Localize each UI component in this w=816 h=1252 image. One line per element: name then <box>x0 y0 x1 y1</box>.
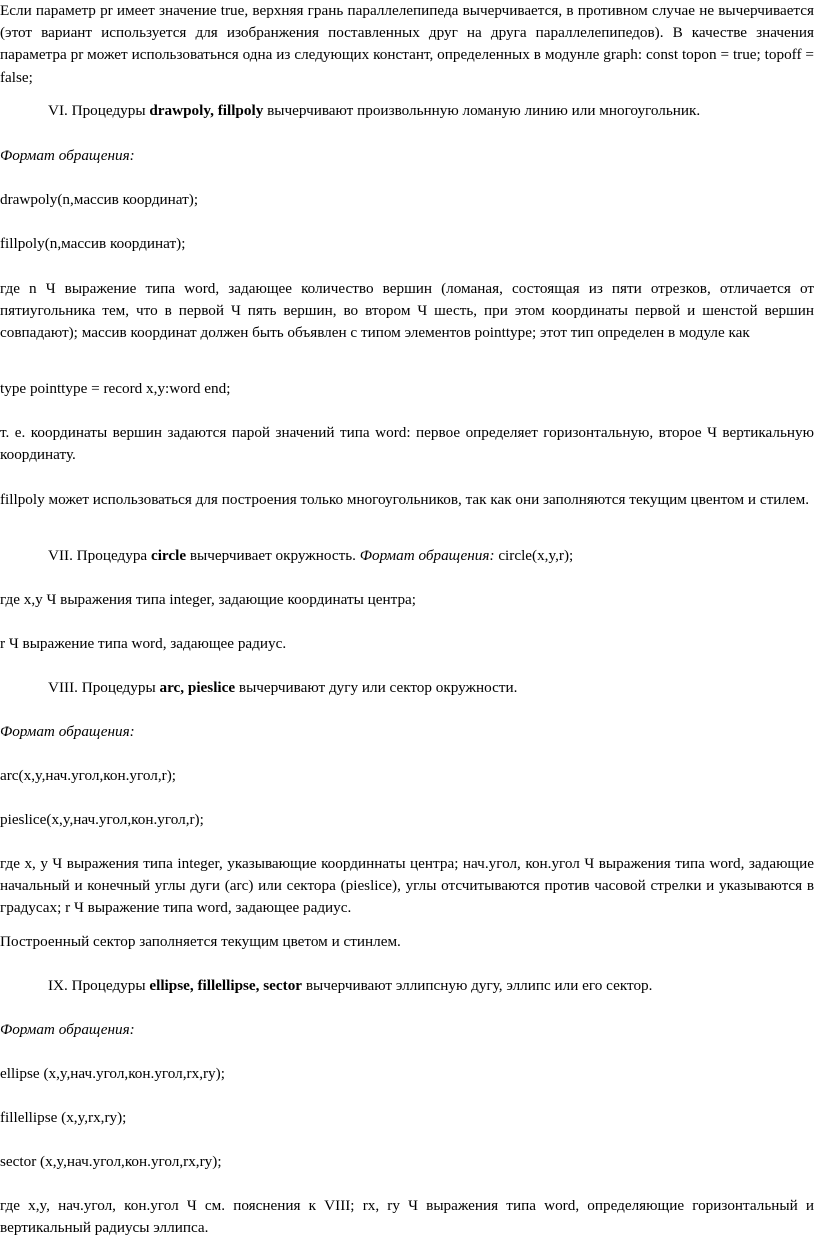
section-ix-number: IX. Процедуры <box>48 977 146 994</box>
code-sector: sector (x,y,нач.угол,кон.угол,rx,ry); <box>0 1153 222 1170</box>
paragraph-circle-radius: r Ч выражение типа word, задающее радиус. <box>0 635 287 652</box>
section-vii-procedure: circle <box>150 547 187 564</box>
section-vi-number: VI. Процедуры <box>48 102 146 119</box>
paragraph-circle-center: где x,y Ч выражения типа integer, задающие координаты центра; <box>0 591 416 608</box>
section-vi-procedures: drawpoly, fillpoly <box>149 102 264 119</box>
code-pieslice: pieslice(x,y,нач.угол,кон.угол,r); <box>0 811 204 828</box>
code-ellipse: ellipse (x,y,нач.угол,кон.угол,rx,ry); <box>0 1065 225 1082</box>
section-ix-description: вычерчивают эллипсную дугу, эллипс или его сектор. <box>305 977 653 994</box>
section-vii-description: вычерчивает окружность. <box>189 547 356 564</box>
format-label-vi: Формат обращения: <box>0 147 135 164</box>
code-fillpoly: fillpoly(n,массив координат); <box>0 235 186 252</box>
format-label-ix: Формат обращения: <box>0 1021 135 1038</box>
format-label-viii: Формат обращения: <box>0 723 135 740</box>
paragraph-sector-fill: Построенный сектор заполняется текущим цветом и стинлем. <box>0 933 401 950</box>
section-viii-procedures: arc, pieslice <box>159 679 236 696</box>
section-vi-heading <box>48 100 814 122</box>
section-vii-number: VII. Процедура <box>48 547 148 564</box>
paragraph-ellipse-where: где x,y, нач.угол, кон.угол Ч см. пояснения к VIII; rx, ry Ч выражения типа word, определяющие горизонтальный и вертикальный радиусы эллипса. <box>0 1197 814 1237</box>
section-vii-heading <box>48 545 814 567</box>
section-ix-heading <box>48 975 814 997</box>
section-viii-heading <box>48 677 814 699</box>
code-fillellipse: fillellipse (x,y,rx,ry); <box>0 1109 127 1126</box>
paragraph-vertex-coordinates: т. е. координаты вершин задаются парой значений типа word: первое определяет горизонтальную, второе Ч вертикальную координату. <box>0 424 814 464</box>
code-pointtype: type pointtype = record x,y:word end; <box>0 380 231 397</box>
paragraph-arc-where: где x, y Ч выражения типа integer, указывающие координнаты центра; нач.угол, кон.угол Ч выражения типа word, задающие начальный и конечный углы дуги (arc) или сектора (pieslice), углы отсчитываются против часовой стрелки и указываются в градусах; r Ч выражение типа word, задающее радиус. <box>0 855 814 917</box>
section-vii-format-label: Формат обращения: <box>359 547 495 564</box>
code-drawpoly: drawpoly(n,массив координат); <box>0 191 199 208</box>
section-ix-procedures: ellipse, fillellipse, sector <box>149 977 303 994</box>
paragraph-pr-parameter: Если параметр pr имеет значение true, верхняя грань параллелепипеда вычерчивается, в противном случае не вычерчивается (этот вариант используется для изобранжения поставленных друг на друга параллелепипедов). В качестве значения параметра pr может использоватьнся одна из следующих констант, определенных в модунле graph: const topon = true; topoff = false; <box>0 2 814 86</box>
section-vi-description: вычерчивают произвольнную ломаную линию или многоугольник. <box>267 102 701 119</box>
paragraph-where-n: где n Ч выражение типа word, задающее количество вершин (ломаная, состоящая из пяти отрезков, отличается от пятиугольника тем, что в первой Ч пять вершин, во втором Ч шесть, при этом координаты первой и шенстой вершин совпадают); массив координат должен быть объявлен с типом элементов pointtype; этот тип определен в модуле как <box>0 280 814 342</box>
section-vii-code: circle(x,y,r); <box>498 547 574 564</box>
code-arc: arc(x,y,нач.угол,кон.угол,r); <box>0 767 176 784</box>
paragraph-fillpoly-usage: fillpoly может использоваться для построения только многоугольников, так как они заполняются текущим цвентом и стилем. <box>0 491 810 508</box>
section-viii-description: вычерчивают дугу или сектор окружности. <box>238 679 518 696</box>
section-viii-number: VIII. Процедуры <box>48 679 156 696</box>
